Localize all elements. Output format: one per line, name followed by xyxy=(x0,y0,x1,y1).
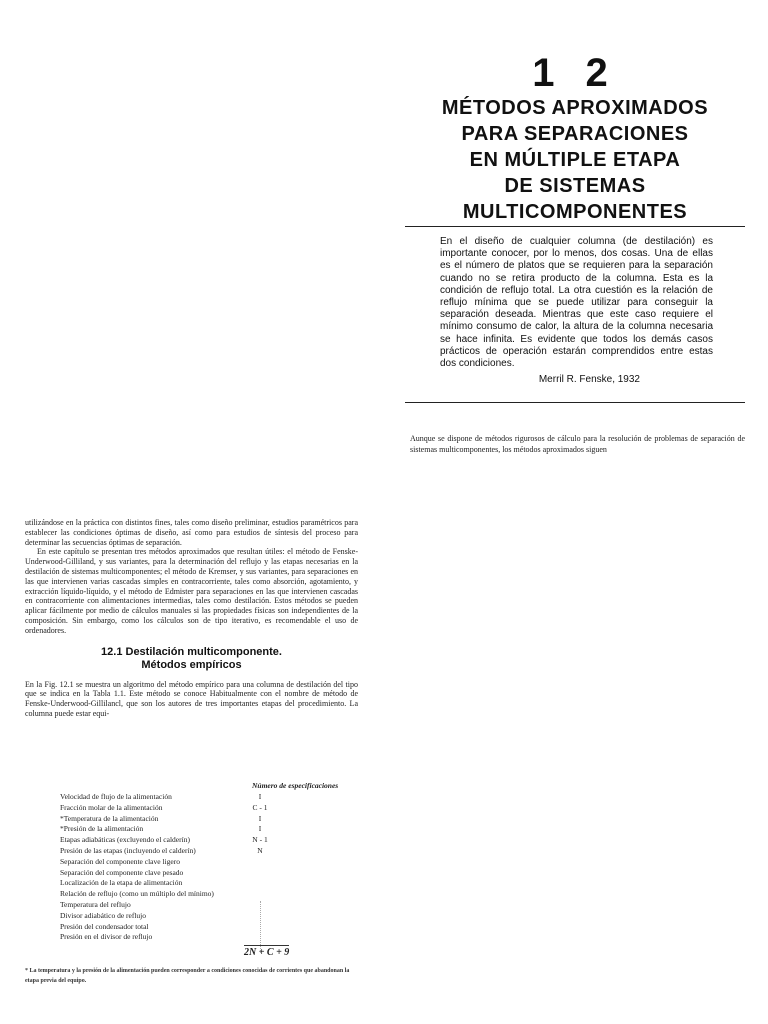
chapter-title-line: PARA SEPARACIONES xyxy=(461,123,689,145)
spec-label: Temperatura del reflujo xyxy=(60,900,131,909)
spec-label: Localización de la etapa de alimentación xyxy=(60,878,183,888)
chapter-title-line: DE SISTEMAS xyxy=(504,175,646,197)
spec-value: C - 1 xyxy=(252,802,268,812)
footnote: * La temperatura y la presión de la alimentación pueden corresponder a condiciones conocidas de corrientes que abandonan la etapa previa del equipo. xyxy=(25,968,350,984)
spec-row xyxy=(60,824,360,834)
epigraph-author: Merril R. Fenske, 1932 xyxy=(538,374,640,385)
spec-row xyxy=(60,889,360,899)
spec-value: I xyxy=(258,824,262,834)
section-title: 12.1 Destilación multicomponente. xyxy=(101,645,282,658)
chapter-title-line: MÉTODOS APROXIMADOS xyxy=(441,97,709,119)
spec-label: Separación del componente clave pesado xyxy=(60,867,184,877)
spec-row xyxy=(60,803,360,813)
spec-label: Presión en el divisor de reflujo xyxy=(60,932,153,942)
spec-value: N xyxy=(257,846,263,855)
spec-row xyxy=(60,835,360,845)
spec-row xyxy=(60,792,360,802)
spec-label: *Presión de la alimentación xyxy=(60,824,144,834)
spec-label: Presión de las etapas (incluyendo el calderín) xyxy=(60,846,196,855)
spec-total: 2N + C + 9 xyxy=(244,947,290,958)
spec-row xyxy=(60,868,360,878)
epigraph-bottom-rule xyxy=(405,402,745,403)
spec-label: *Temperatura de la alimentación xyxy=(60,813,159,823)
chapter-number: 1 2 xyxy=(532,51,618,95)
spec-row xyxy=(60,846,360,856)
spec-label: Relación de reflujo (como un múltiplo del mínimo) xyxy=(60,889,214,899)
spec-value: N - 1 xyxy=(252,835,268,845)
epigraph-text: En el diseño de cualquier columna (de destilación) es importante conocer, por lo menos, dos cosas. Una de ellas es el número de platos que se requieren para la separación cuando no se retira producto de la columna. Esta es la condición de reflujo total. La otra cuestión es la relación de reflujo mínima que se puede utilizar para conseguir la separación deseada. Mientras que este caso requiere el mínimo consumo de calor, la altura de la columna necesaria se hace infinita. Es evidente que todos los demás casos prácticos de operación estarán comprendidos entre estas dos condiciones. xyxy=(440,236,713,370)
body-paragraph: En este capítulo se presentan tres métodos aproximados que resultan útiles: el método de Fenske-Underwood-Gilliland, y sus variantes, para la determinación del reflujo y las etapas necesarias en la destilación de sistemas multicomponentes; el método de Kremser, y sus variantes, para separaciones en las que intervienen varias cascadas simples en contracorriente, tales como absorción, agotamiento, y extracción líquido-líquido, y el método de Edmister para separaciones en las que intervienen cascadas en contracorriente con alimentaciones intermedias, tales como destilación. Estos métodos se pueden aplicar fácilmente por medio de cálculos manuales si las propiedades físicas son independientes de la composición. Sin embargo, como los cálculos son de tipo iterativo, es recomendable el uso de ordenadores. xyxy=(25,547,358,635)
spec-label: Separación del componente clave ligero xyxy=(60,856,180,866)
section-heading xyxy=(25,646,358,672)
left-text-column xyxy=(25,518,358,719)
spec-value: I xyxy=(258,813,262,823)
spec-row xyxy=(60,922,360,932)
chapter-title-line: MULTICOMPONENTES xyxy=(462,201,688,223)
spec-row xyxy=(60,932,360,942)
spec-row xyxy=(60,911,360,921)
spec-row xyxy=(60,878,360,888)
chapter-title-line: EN MÚLTIPLE ETAPA xyxy=(469,149,681,171)
spec-label: Etapas adiabáticas (excluyendo el calderín) xyxy=(60,835,190,845)
spec-label: Velocidad de flujo de la alimentación xyxy=(60,792,172,801)
intro-paragraph: Aunque se dispone de métodos rigurosos de cálculo para la resolución de problemas de separación de sistemas multicomponentes, los métodos aproximados siguen xyxy=(410,434,745,454)
spec-row xyxy=(60,857,360,867)
spec-row xyxy=(60,900,360,910)
spec-value: I xyxy=(258,792,262,801)
spec-row xyxy=(60,814,360,824)
section-subtitle: Métodos empíricos xyxy=(141,658,242,671)
body-paragraph: En la Fig. 12.1 se muestra un algoritmo del método empírico para una columna de destilación del tipo que se indica en la Tabla 1.1. Este método se conoce Habitualmente con el nombre de método de Fenske-Underwood-Gillilancl, que son los autores de tres importantes etapas del procedimiento. La columna puede estar equi- xyxy=(25,679,358,718)
epigraph-top-rule xyxy=(405,226,745,227)
spec-label: Divisor adiabático de reflujo xyxy=(60,910,147,920)
body-paragraph: utilizándose en la práctica con distintos fines, tales como diseño preliminar, estudios paramétricos para establecer las condiciones óptimas de diseño, así como para estudios de síntesis del proceso para determinar las secuencias óptimas de separación. xyxy=(25,518,358,547)
spec-table-header: Número de especificaciones xyxy=(252,781,339,790)
spec-label: Presión del condensador total xyxy=(60,921,149,931)
chapter-title xyxy=(405,95,745,225)
spec-label: Fracción molar de la alimentación xyxy=(60,802,163,812)
